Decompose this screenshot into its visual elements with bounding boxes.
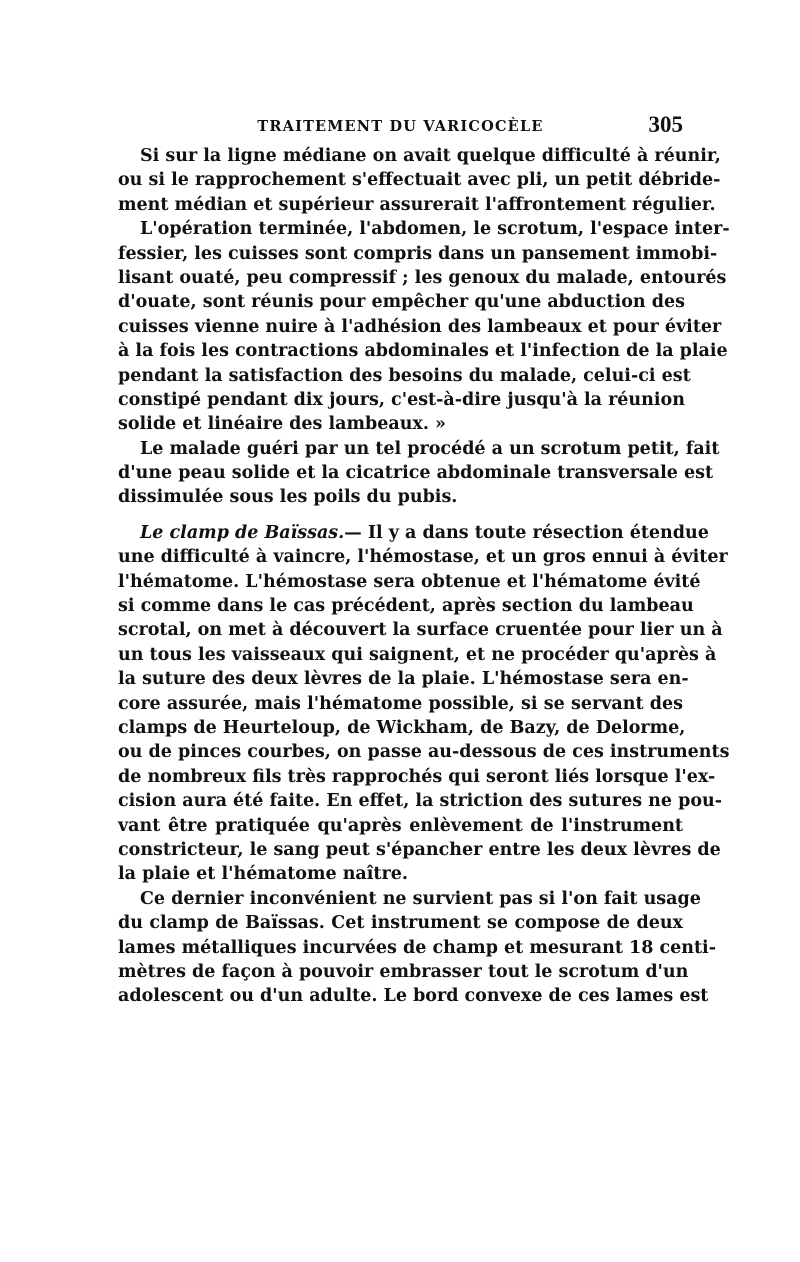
- paragraph-5: [118, 887, 716, 1009]
- text-line: cision aura été faite. En effet, la striction des sutures ne pou-: [118, 791, 723, 812]
- running-head: [118, 112, 683, 144]
- text-line: fessier, les cuisses sont compris dans un pansement immobi-: [118, 243, 718, 264]
- text-line: [118, 521, 709, 545]
- text-line: Ce dernier inconvénient ne survient pas si l'on fait usage: [140, 888, 701, 909]
- paragraph-clamp-section: [118, 521, 730, 887]
- paragraph-2: [118, 217, 730, 437]
- running-title: TRAITEMENT DU VARICOCÈLE: [257, 118, 544, 135]
- text-line: mètres de façon à pouvoir embrasser tout le scrotum d'un: [118, 961, 689, 982]
- text-line: adolescent ou d'un adulte. Le bord convexe de ces lames est: [118, 986, 709, 1007]
- text-line: solide et linéaire des lambeaux. »: [118, 414, 446, 435]
- paragraph-1: [118, 144, 721, 217]
- text-line: pendant la satisfaction des besoins du malade, celui-ci est: [118, 365, 691, 386]
- text-line: lisant ouaté, peu compressif ; les genoux du malade, entourés: [118, 267, 727, 288]
- heading-continuation: — Il y a dans toute résection étendue: [344, 522, 709, 543]
- text-line: du clamp de Baïssas. Cet instrument se compose de deux: [118, 913, 683, 934]
- book-page: [118, 112, 730, 1009]
- text-line: la plaie et l'hématome naître.: [118, 864, 408, 885]
- text-line: scrotal, on met à découvert la surface cruentée pour lier un à: [118, 620, 723, 641]
- section-gap: [118, 510, 683, 521]
- page-number: 305: [648, 112, 683, 137]
- text-line: Si sur la ligne médiane on avait quelque difficulté à réunir,: [140, 146, 721, 166]
- text-line: ou si le rapprochement s'effectuait avec pli, un petit débride-: [118, 170, 721, 191]
- text-line: de nombreux fils très rapprochés qui seront liés lorsque l'ex-: [118, 766, 716, 787]
- text-line: constricteur, le sang peut s'épancher entre les deux lèvres de: [118, 839, 721, 860]
- text-line: constipé pendant dix jours, c'est-à-dire jusqu'à la réunion: [118, 389, 685, 410]
- section-heading: Le clamp de Baïssas.: [140, 522, 345, 543]
- paragraph-3: [118, 437, 720, 510]
- text-line: à la fois les contractions abdominales et l'infection de la plaie: [118, 341, 728, 362]
- text-line: L'opération terminée, l'abdomen, le scrotum, l'espace inter-: [140, 219, 730, 240]
- text-line: Le malade guéri par un tel procédé a un scrotum petit, fait: [140, 438, 720, 459]
- text-line: un tous les vaisseaux qui saignent, et ne procéder qu'après à: [118, 644, 717, 665]
- text-line: clamps de Heurteloup, de Wickham, de Bazy, de Delorme,: [118, 717, 686, 738]
- text-line: lames métalliques incurvées de champ et mesurant 18 centi-: [118, 937, 716, 958]
- text-line: core assurée, mais l'hématome possible, si se servant des: [118, 693, 683, 714]
- text-line: ment médian et supérieur assurerait l'affrontement régulier.: [118, 194, 716, 215]
- text-line: l'hématome. L'hémostase sera obtenue et l'hématome évité: [118, 571, 701, 592]
- text-line: ou de pinces courbes, on passe au-dessous de ces instruments: [118, 742, 730, 763]
- text-line: d'une peau solide et la cicatrice abdominale transversale est: [118, 463, 714, 484]
- text-line: d'ouate, sont réunis pour empêcher qu'une abduction des: [118, 292, 685, 313]
- text-line: la suture des deux lèvres de la plaie. L'hémostase sera en-: [118, 669, 689, 690]
- text-line: cuisses vienne nuire à l'adhésion des lambeaux et pour éviter: [118, 316, 722, 337]
- text-line: une difficulté à vaincre, l'hémostase, et un gros ennui à éviter: [118, 547, 728, 568]
- text-line: dissimulée sous les poils du pubis.: [118, 487, 458, 508]
- text-line: vant être pratiquée qu'après enlèvement de l'instrument: [118, 815, 683, 836]
- text-line: si comme dans le cas précédent, après section du lambeau: [118, 596, 694, 617]
